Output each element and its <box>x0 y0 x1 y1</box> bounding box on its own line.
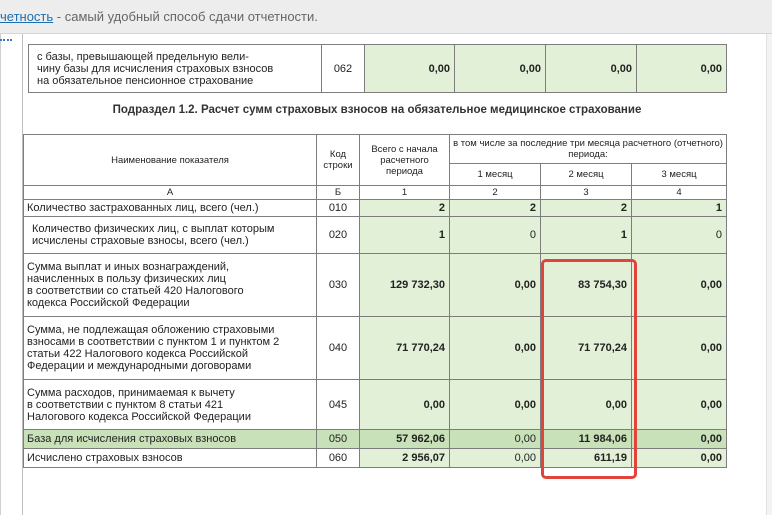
col-index: 4 <box>632 186 727 200</box>
table-row <box>24 430 727 449</box>
row-code: 062 <box>322 45 365 93</box>
value-month-3[interactable]: 0,00 <box>632 449 727 468</box>
value-total[interactable]: 2 <box>360 200 450 217</box>
banner-tagline: - самый удобный способ сдачи отчетности. <box>53 9 318 24</box>
table-row <box>24 217 727 254</box>
value-month-2[interactable]: 83 754,30 <box>541 254 632 317</box>
col-index: 1 <box>360 186 450 200</box>
header-name: Наименование показателя <box>24 135 317 186</box>
col-index: 2 <box>450 186 541 200</box>
value-cell[interactable]: 0,00 <box>455 45 546 93</box>
column-index-row <box>24 186 727 200</box>
value-month-1[interactable]: 0 <box>450 217 541 254</box>
header-month-3: 3 месяц <box>632 164 727 186</box>
value-month-3[interactable]: 0 <box>632 217 727 254</box>
value-total[interactable]: 0,00 <box>360 380 450 430</box>
value-total[interactable]: 129 732,30 <box>360 254 450 317</box>
value-cell[interactable]: 0,00 <box>365 45 455 93</box>
row-label: Сумма, не подлежащая обложению страховыми взносами в соответствии с пунктом 1 и пунктом 2 статьи 422 Налогового кодекса Российской Федерации и международными договорами <box>24 317 317 380</box>
row-code: 045 <box>317 380 360 430</box>
row-code: 040 <box>317 317 360 380</box>
value-month-1[interactable]: 0,00 <box>450 317 541 380</box>
header-month-1: 1 месяц <box>450 164 541 186</box>
value-month-1: 0,00 <box>450 430 541 449</box>
value-total[interactable]: 71 770,24 <box>360 317 450 380</box>
top-banner <box>0 0 772 34</box>
left-focus-marker <box>0 39 12 44</box>
row-code: 030 <box>317 254 360 317</box>
table-row <box>29 45 727 93</box>
value-total[interactable]: 1 <box>360 217 450 254</box>
value-month-1[interactable]: 0,00 <box>450 449 541 468</box>
value-total[interactable]: 2 956,07 <box>360 449 450 468</box>
value-month-3[interactable]: 0,00 <box>632 254 727 317</box>
row-code: 010 <box>317 200 360 217</box>
value-month-3[interactable]: 0,00 <box>632 380 727 430</box>
table-row <box>24 254 727 317</box>
value-month-2[interactable]: 2 <box>541 200 632 217</box>
left-divider <box>0 34 1 515</box>
value-month-3[interactable]: 1 <box>632 200 727 217</box>
value-month-2[interactable]: 611,19 <box>541 449 632 468</box>
header-last-three-months: в том числе за последние три месяца расчетного (отчетного) периода: <box>450 135 727 164</box>
row-label: Количество застрахованных лиц, всего (чел.) <box>24 200 317 217</box>
header-total: Всего с начала расчетного периода <box>360 135 450 186</box>
table-row <box>24 380 727 430</box>
value-month-1[interactable]: 2 <box>450 200 541 217</box>
table-row <box>24 449 727 468</box>
header-code: Код строки <box>317 135 360 186</box>
value-month-2[interactable]: 1 <box>541 217 632 254</box>
vertical-scrollbar[interactable] <box>766 34 772 515</box>
col-index: 3 <box>541 186 632 200</box>
row-label: Исчислено страховых взносов <box>24 449 317 468</box>
pension-table-tail <box>28 44 727 93</box>
service-link[interactable]: четность <box>0 9 54 24</box>
value-cell[interactable]: 0,00 <box>546 45 637 93</box>
value-month-2[interactable]: 71 770,24 <box>541 317 632 380</box>
row-code: 060 <box>317 449 360 468</box>
table-row <box>24 200 727 217</box>
row-label: Сумма расходов, принимаемая к вычету в соответствии с пунктом 8 статьи 421 Налогового кодекса Российской Федерации <box>24 380 317 430</box>
row-label: с базы, превышающей предельную вели- чину базы для исчисления страховых взносов на обязательное пенсионное страхование <box>29 45 322 93</box>
value-total: 57 962,06 <box>360 430 450 449</box>
value-cell[interactable]: 0,00 <box>637 45 727 93</box>
row-label: Сумма выплат и иных вознаграждений, начисленных в пользу физических лиц в соответствии со статьей 420 Налогового кодекса Российской Федерации <box>24 254 317 317</box>
row-label: Количество физических лиц, с выплат которым исчислены страховые взносы, всего (чел.) <box>24 217 317 254</box>
table-row <box>24 317 727 380</box>
row-code: 020 <box>317 217 360 254</box>
value-month-1[interactable]: 0,00 <box>450 254 541 317</box>
row-code: 050 <box>317 430 360 449</box>
medical-insurance-table <box>23 134 727 468</box>
value-month-3: 0,00 <box>632 430 727 449</box>
value-month-2: 11 984,06 <box>541 430 632 449</box>
header-month-2: 2 месяц <box>541 164 632 186</box>
row-label: База для исчисления страховых взносов <box>24 430 317 449</box>
value-month-2[interactable]: 0,00 <box>541 380 632 430</box>
value-month-1[interactable]: 0,00 <box>450 380 541 430</box>
subsection-title: Подраздел 1.2. Расчет сумм страховых взносов на обязательное медицинское страхование <box>112 104 642 116</box>
col-index: Б <box>317 186 360 200</box>
value-month-3[interactable]: 0,00 <box>632 317 727 380</box>
col-index: А <box>24 186 317 200</box>
